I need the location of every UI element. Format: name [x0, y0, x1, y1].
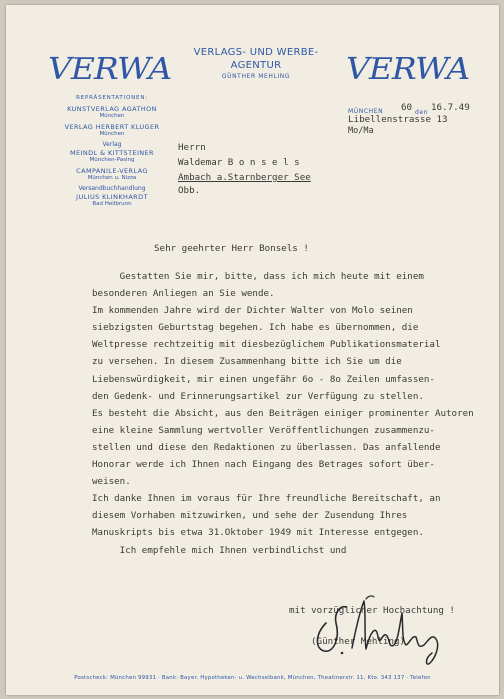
recipient-address: Ambach a.Starnberger See [178, 172, 311, 183]
body-line: Gestatten Sie mir, bitte, dass ich mich heute mit einem [92, 271, 424, 282]
salutation: Sehr geehrter Herr Bonsels ! [154, 243, 309, 254]
city-label: MÜNCHEN [348, 108, 384, 115]
agency-heading [176, 46, 336, 82]
signature-name: (Günther Mehling) [311, 636, 406, 647]
body-line: Manuskripts bis etwa 31.Oktober 1949 mit Interesse entgegen. [92, 527, 424, 539]
body-line: Honorar werde ich Ihnen nach Eingang des Betrages sofort über- [92, 459, 435, 471]
logo-left: VERWA [48, 50, 172, 87]
body-line: Liebenswürdigkeit, mir einen ungefähr 6o - 8o Zeilen umfassen- [92, 373, 435, 385]
body-line: Ich empfehle mich Ihnen verbindlichst und [92, 544, 347, 556]
recipient-name: Waldemar B o n s e l s [178, 157, 300, 168]
rep-place: München u. Nizza [87, 175, 137, 181]
body-line: siebzigsten Geburtstag begehen. Ich habe es übernommen, die [92, 322, 419, 334]
footer-bank-details: Postscheck: München 99931 · Bank: Bayer. Hypotheken- u. Wechselbank, München, Theatinerstr. 11, Kto. 343 137 · Telefon [74, 675, 431, 681]
body-line: Im kommenden Jahre wird der Dichter Walter von Molo seinen [92, 305, 413, 317]
rep-place: München [99, 131, 125, 137]
agency-owner: GÜNTHER MEHLING [221, 73, 291, 80]
body-line: eine kleine Sammlung wertvoller Veröffentlichungen zusammenzu- [92, 424, 435, 436]
rep-place: Bad Heilbrunn [92, 201, 132, 207]
rep-name: JULIUS KLINKHARDT [76, 193, 148, 201]
body-line: stellen und diese den Redaktionen zu überlassen. Das anfallende [92, 441, 441, 453]
rep-item [50, 123, 174, 138]
letter-date: 16.7.49 [431, 102, 470, 113]
rep-item [50, 185, 174, 208]
body-line: besonderen Anliegen an Sie wende. [92, 288, 275, 300]
body-line: Ich danke Ihnen im voraus für Ihre freundliche Bereitschaft, an [92, 493, 441, 505]
rep-place: München [99, 113, 125, 119]
rep-name: CAMPANILE-VERLAG [76, 167, 148, 175]
agency-line-1: VERLAGS- UND WERBE- [193, 47, 319, 58]
rep-pre: Versandbuchhandlung [78, 185, 146, 192]
agency-line-2: AGENTUR [230, 60, 282, 71]
rep-pre: Verlag [102, 141, 122, 148]
letter-body [92, 268, 492, 559]
recipient-region: Obb. [178, 185, 201, 196]
body-line: Es besteht die Absicht, aus den Beiträgen einiger prominenter Autoren [92, 407, 474, 419]
representations-title: REPRÄSENTATIONEN: [76, 95, 148, 101]
logo-right: VERWA [346, 50, 470, 87]
rep-item [50, 167, 174, 182]
body-line: diesem Vorhaben mitzuwirken, und sehe der Zusendung Ihres [92, 510, 408, 522]
recipient-line-1: Herrn [178, 142, 206, 153]
body-line: Weltpresse rechtzeitig mit diesbezüglichem Publikationsmaterial [92, 339, 441, 351]
rep-name: MEINDL & KITTSTEINER [70, 149, 154, 157]
handwritten-signature [306, 593, 466, 673]
letter-sheet [6, 5, 499, 695]
sender-street: Libellenstrasse 13 [348, 114, 448, 125]
rep-item [50, 141, 174, 164]
reference-code: Mo/Ma [348, 126, 374, 136]
rep-name: VERLAG HERBERT KLUGER [64, 123, 160, 131]
body-line: zu versehen. In diesem Zusammenhang bitte ich Sie um die [92, 356, 402, 368]
body-line: weisen. [92, 476, 131, 488]
rep-place: München-Pasing [89, 157, 135, 163]
rep-item [50, 105, 174, 120]
representations-list [50, 94, 174, 211]
den-label: den [415, 109, 429, 116]
rep-name: KUNSTVERLAG AGATHON [67, 105, 157, 113]
date-number: 60 [401, 102, 413, 113]
closing-phrase: mit vorzüglicher Hochachtung ! [289, 605, 455, 616]
body-line: den Gedenk- und Erinnerungsartikel zur Verfügung zu stellen. [92, 390, 424, 402]
